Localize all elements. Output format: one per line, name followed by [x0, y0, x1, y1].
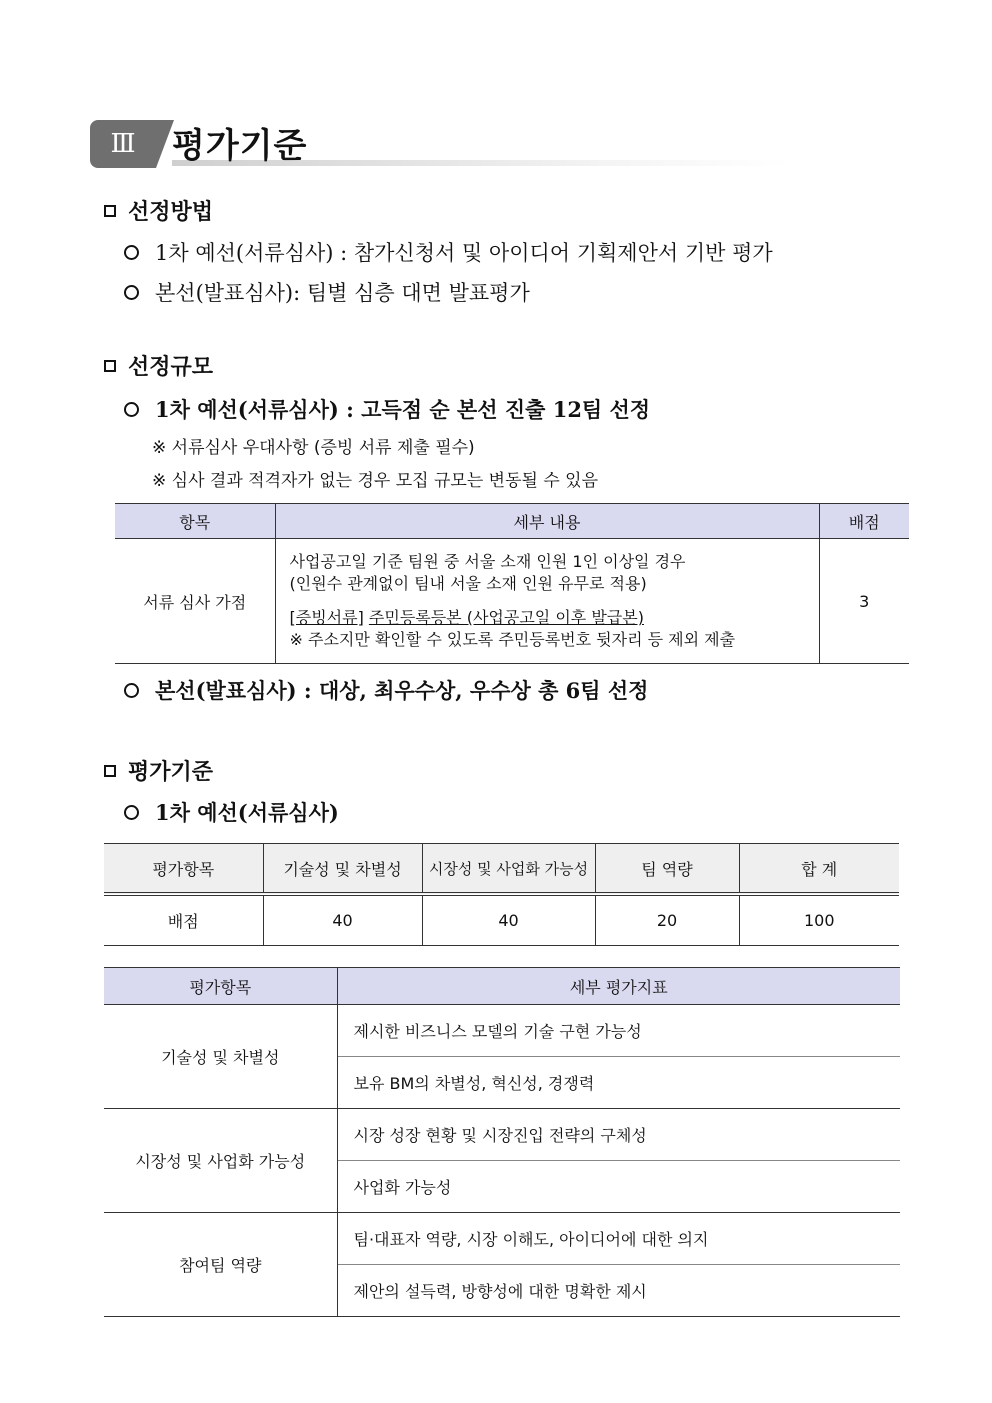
scale-item-2: 본선(발표심사) : 대상, 최우수상, 우수상 총 6팀 선정	[124, 675, 648, 705]
indicator-cell: 제시한 비즈니스 모델의 기술 구현 가능성	[337, 1005, 900, 1057]
table-row	[104, 894, 899, 946]
section-heading-criteria: 평가기준	[104, 755, 213, 786]
table-row	[104, 1109, 900, 1161]
header-cell: 세부 내용	[275, 504, 819, 539]
scale-note-2: ※ 심사 결과 적격자가 없는 경우 모집 규모는 변동될 수 있음	[152, 471, 598, 491]
indicator-cell: 팀·대표자 역량, 시장 이해도, 아이디어에 대한 의지	[337, 1213, 900, 1265]
table-row	[104, 1213, 900, 1265]
table-cell: 100	[739, 894, 899, 946]
proof-label: [증빙서류]	[289, 608, 364, 627]
square-bullet-icon	[104, 205, 116, 217]
page-title: 평가기준	[172, 126, 308, 166]
proof-document: 주민등록등본 (사업공고일 이후 발급본)	[368, 608, 644, 627]
header-cell: 기술성 및 차별성	[263, 844, 422, 895]
detail-cell	[275, 539, 819, 664]
indicator-cell: 시장 성장 현황 및 시장진입 전략의 구체성	[337, 1109, 900, 1161]
header-cell: 평가항목	[104, 968, 337, 1005]
square-bullet-icon	[104, 765, 116, 777]
table-row	[104, 1005, 900, 1057]
header-cell: 항목	[115, 504, 275, 539]
section-heading-method: 선정방법	[104, 195, 213, 226]
table-cell: 40	[263, 894, 422, 946]
section-number-badge: Ⅲ	[90, 120, 156, 168]
indicator-cell: 보유 BM의 차별성, 혁신성, 경쟁력	[337, 1057, 900, 1109]
circle-bullet-icon	[124, 285, 139, 300]
table-header-row	[104, 844, 899, 895]
header-cell: 합 계	[739, 844, 899, 895]
detail-line: (인원수 관계없이 팀내 서울 소재 인원 유무로 적용)	[289, 574, 647, 593]
header-cell: 평가항목	[104, 844, 263, 895]
criteria-item: 1차 예선(서류심사)	[124, 797, 339, 827]
item-cell: 서류 심사 가점	[115, 539, 275, 664]
header-cell: 팀 역량	[595, 844, 739, 895]
header-cell: 배점	[819, 504, 909, 539]
header-cell: 시장성 및 사업화 가능성	[422, 844, 595, 895]
score-cell: 3	[819, 539, 909, 664]
detail-line: ※ 주소지만 확인할 수 있도록 주민등록번호 뒷자리 등 제외 제출	[289, 630, 736, 649]
square-bullet-icon	[104, 360, 116, 372]
circle-bullet-icon	[124, 402, 139, 417]
proof-line	[290, 607, 818, 629]
header-cell: 세부 평가지표	[337, 968, 900, 1005]
circle-bullet-icon	[124, 805, 139, 820]
circle-bullet-icon	[124, 683, 139, 698]
indicator-cell: 제안의 설득력, 방향성에 대한 명확한 제시	[337, 1265, 900, 1317]
table-cell: 배점	[104, 894, 263, 946]
table-header-row	[115, 504, 909, 539]
category-cell: 참여팀 역량	[104, 1213, 337, 1317]
scale-item-1: 1차 예선(서류심사) : 고득점 순 본선 진출 12팀 선정	[124, 394, 650, 424]
scale-note-1: ※ 서류심사 우대사항 (증빙 서류 제출 필수)	[152, 438, 475, 458]
table-cell: 40	[422, 894, 595, 946]
category-cell: 기술성 및 차별성	[104, 1005, 337, 1109]
indicator-cell: 사업화 가능성	[337, 1161, 900, 1213]
section-heading-scale: 선정규모	[104, 350, 213, 381]
table-cell: 20	[595, 894, 739, 946]
circle-bullet-icon	[124, 245, 139, 260]
indicator-table	[104, 967, 900, 1317]
table-row	[115, 539, 909, 664]
table-header-row	[104, 968, 900, 1005]
score-table	[104, 843, 899, 946]
method-item-2: 본선(발표심사): 팀별 심층 대면 발표평가	[124, 277, 530, 307]
category-cell: 시장성 및 사업화 가능성	[104, 1109, 337, 1213]
detail-line: 사업공고일 기준 팀원 중 서울 소재 인원 1인 이상일 경우	[289, 552, 686, 571]
method-item-1: 1차 예선(서류심사) : 참가신청서 및 아이디어 기획제안서 기반 평가	[124, 237, 773, 267]
preference-table	[115, 503, 909, 664]
